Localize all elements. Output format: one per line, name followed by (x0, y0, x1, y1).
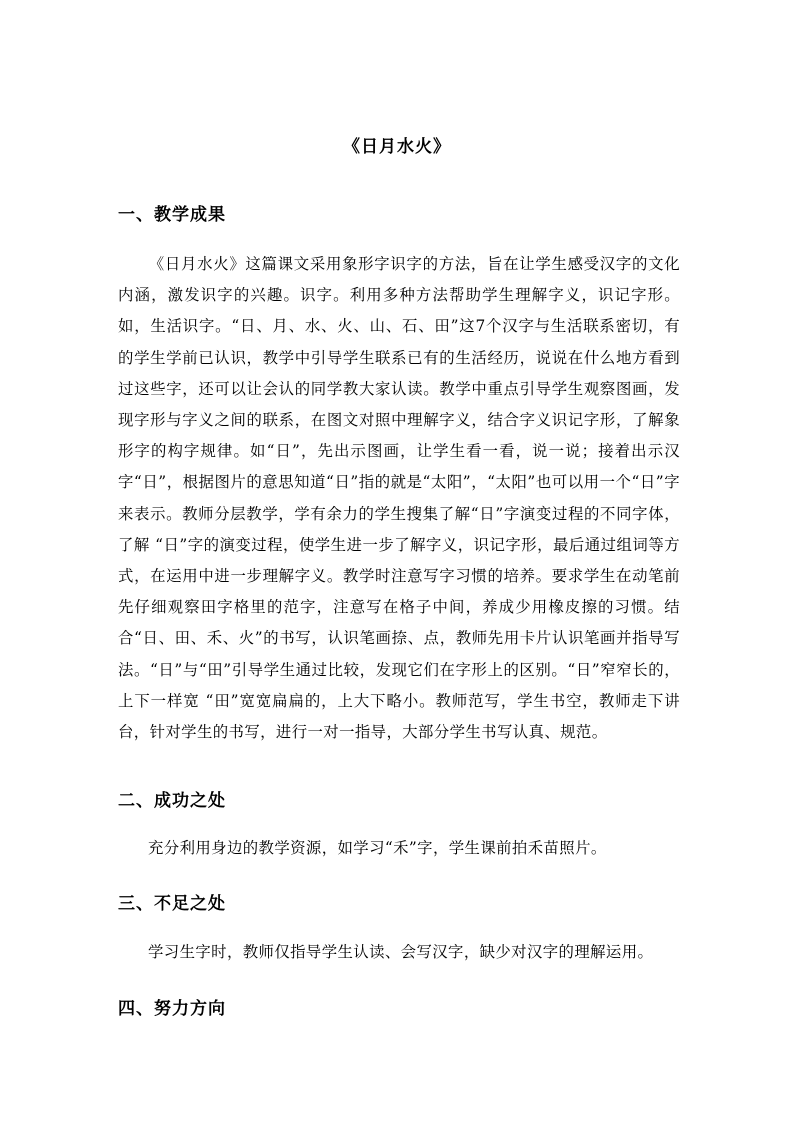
section-heading-successes: 二、成功之处 (118, 791, 226, 811)
section-heading-teaching-results: 一、教学成果 (118, 205, 226, 225)
section-body-shortcomings: 学习生字时，教师仅指导学生认读、会写汉字，缺少对汉字的理解运用。 (148, 943, 654, 961)
section-heading-shortcomings: 三、不足之处 (118, 894, 226, 914)
section-body-successes: 充分利用身边的教学资源，如学习“禾”字，学生课前拍禾苗照片。 (148, 839, 607, 857)
section-body-teaching-results: 《日月水火》这篇课文采用象形字识字的方法，旨在让学生感受汉字的文化内涵，激发识字的兴趣。识字。利用多种方法帮助学生理解字义，识记字形。如，生活识字。“日、月、水、火、山、石、田”这7个汉字与生活联系密切，有的学生学前已认识，教学中引导学生联系已有的生活经历，说说在什么地方看到过这些字，还可以让会认的同学教大家认读。教学中重点引导学生观察图画，发现字形与字义之间的联系，在图文对照中理解字义，结合字义识记字形，了解象形字的构字规律。如“日”，先出示图画，让学生看一看，说一说；接着出示汉字“日”，根据图片的意思知道“日”指的就是“太阳”，“太阳”也可以用一个“日”字来表示。教师分层教学，学有余力的学生搜集了解“日”字演变过程的不同字体，了解 “日”字的演变过程，使学生进一步了解字义，识记字形，最后通过组词等方式，在运用中进一步理解字义。教学时注意写字习惯的培养。要求学生在动笔前先仔细观察田字格里的范字，注意写在格子中间，养成少用橡皮擦的习惯。结合“日、田、禾、火”的书写，认识笔画捺、点，教师先用卡片认识笔画并指导写法。“日”与“田”引导学生通过比较，发现它们在字形上的区别。“日”窄窄长的，上下一样宽 “田”宽宽扁扁的，上大下略小。教师范写，学生书空，教师走下讲台，针对学生的书写，进行一对一指导，大部分学生书写认真、规范。 (118, 255, 680, 742)
section-heading-improvement-direction: 四、努力方向 (118, 999, 226, 1019)
document-title: 《日月水火》 (343, 137, 451, 157)
